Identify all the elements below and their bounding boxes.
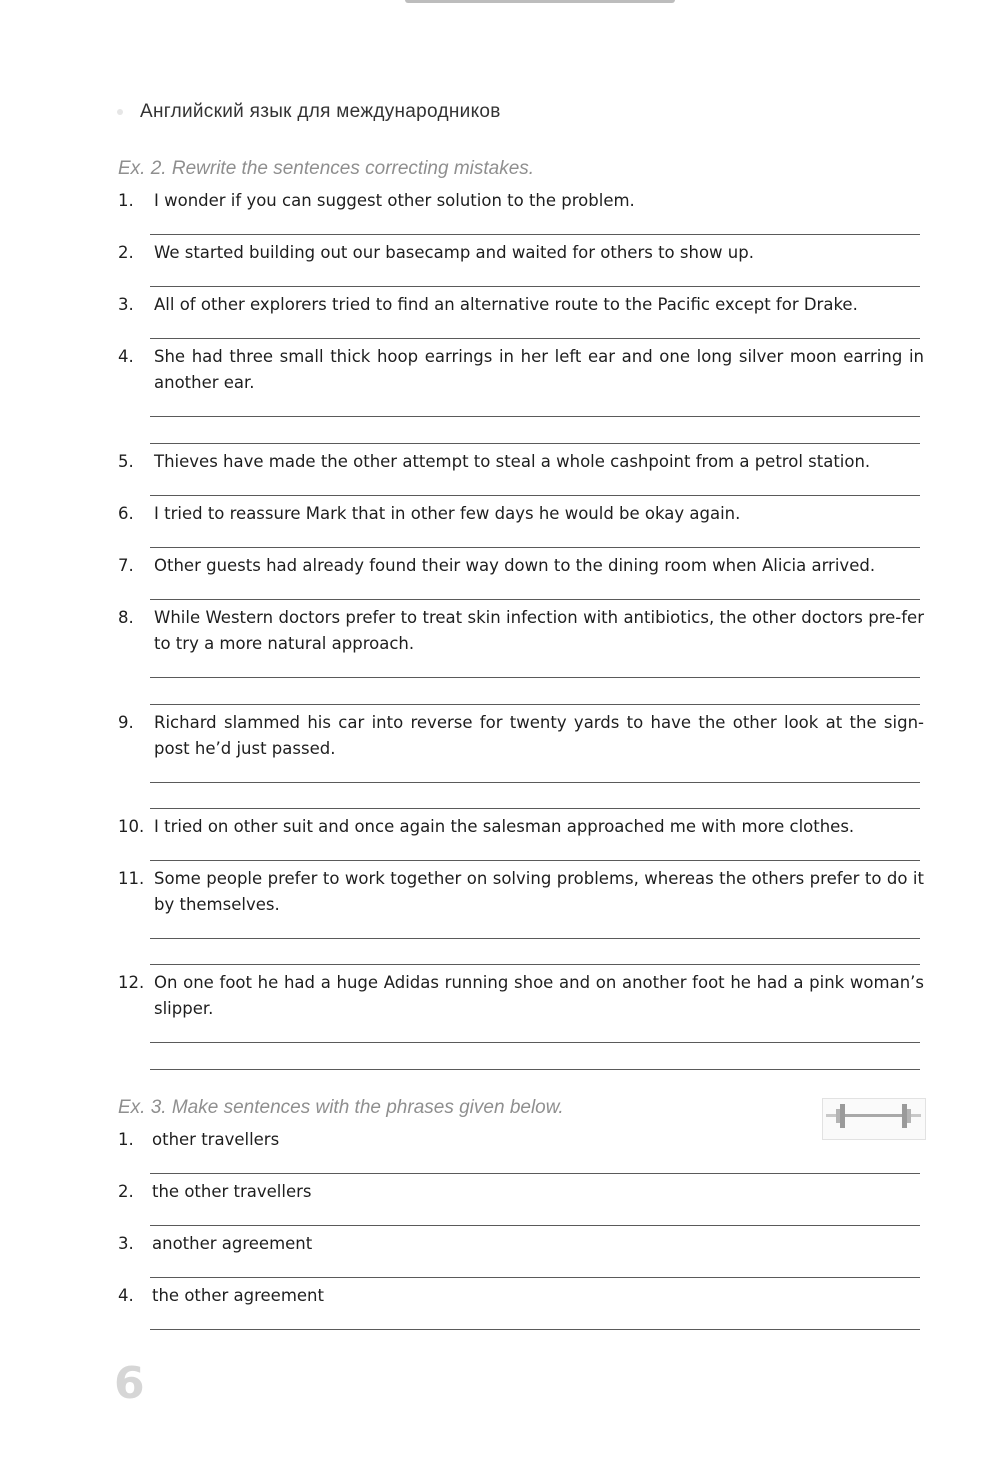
item-number: 10.	[118, 817, 145, 836]
item-text: Some people prefer to work together on solving problems, whereas the others prefer to do it by themselves.	[154, 869, 924, 914]
exercise-3-title: Ex. 3. Make sentences with the phrases given below.	[118, 1097, 564, 1118]
exercise-2-item-3	[118, 292, 924, 318]
answer-line[interactable]	[150, 964, 920, 965]
answer-line[interactable]	[150, 808, 920, 809]
item-number: 1.	[118, 191, 134, 210]
exercise-2-item-10	[118, 814, 924, 840]
answer-line[interactable]	[150, 860, 920, 861]
answer-line[interactable]	[150, 782, 920, 783]
answer-line[interactable]	[150, 704, 920, 705]
answer-line[interactable]	[150, 938, 920, 939]
item-number: 9.	[118, 713, 134, 732]
item-text: On one foot he had a huge Adidas running shoe and on another foot he had a pink woman’s slipper.	[154, 973, 924, 1018]
exercise-3-item-2	[118, 1179, 924, 1205]
exercise-3-item-4	[118, 1283, 924, 1309]
item-text: Thieves have made the other attempt to steal a whole cashpoint from a petrol station.	[154, 452, 871, 471]
answer-line[interactable]	[150, 1173, 920, 1174]
exercise-3-item-1	[118, 1127, 924, 1153]
exercise-2-item-5	[118, 449, 924, 475]
item-text: I wonder if you can suggest other solution to the problem.	[154, 191, 635, 210]
answer-line[interactable]	[150, 1329, 920, 1330]
answer-line[interactable]	[150, 1277, 920, 1278]
exercise-2-item-8	[118, 605, 924, 657]
answer-line[interactable]	[150, 443, 920, 444]
exercise-2-item-9	[118, 710, 924, 762]
item-number: 3.	[118, 295, 134, 314]
answer-line[interactable]	[150, 416, 920, 417]
item-number: 3.	[118, 1234, 134, 1253]
running-header: Английский язык для международников	[140, 101, 501, 122]
exercise-3-item-3	[118, 1231, 924, 1257]
item-text: I tried to reassure Mark that in other few days he would be okay again.	[154, 504, 741, 523]
exercise-2-item-7	[118, 553, 924, 579]
exercise-2-item-6	[118, 501, 924, 527]
item-number: 12.	[118, 973, 145, 992]
answer-line[interactable]	[150, 1069, 920, 1070]
item-text: other travellers	[152, 1130, 280, 1149]
item-number: 6.	[118, 504, 134, 523]
item-text: While Western doctors prefer to treat skin infection with antibiotics, the other doctors pre-fer to try a more natural approach.	[154, 608, 924, 653]
header-bullet	[117, 109, 123, 115]
exercise-2-title: Ex. 2. Rewrite the sentences correcting mistakes.	[118, 158, 535, 179]
item-number: 11.	[118, 869, 145, 888]
item-number: 8.	[118, 608, 134, 627]
answer-line[interactable]	[150, 338, 920, 339]
item-text: All of other explorers tried to find an alternative route to the Pacific except for Drake.	[154, 295, 858, 314]
top-edge-shadow	[405, 0, 675, 3]
answer-line[interactable]	[150, 286, 920, 287]
answer-line[interactable]	[150, 234, 920, 235]
item-number: 7.	[118, 556, 134, 575]
item-number: 4.	[118, 347, 134, 366]
exercise-2-item-4	[118, 344, 924, 396]
item-text: She had three small thick hoop earrings in her left ear and one long silver moon earring in another ear.	[154, 347, 924, 392]
item-number: 1.	[118, 1130, 134, 1149]
answer-line[interactable]	[150, 599, 920, 600]
answer-line[interactable]	[150, 1225, 920, 1226]
exercise-2-item-1	[118, 188, 924, 214]
item-text: I tried on other suit and once again the salesman approached me with more clothes.	[154, 817, 855, 836]
item-number: 4.	[118, 1286, 134, 1305]
item-text: We started building out our basecamp and waited for others to show up.	[154, 243, 754, 262]
item-text: the other agreement	[152, 1286, 324, 1305]
item-text: Richard slammed his car into reverse for twenty yards to have the other look at the sign-post he’d just passed.	[154, 713, 924, 758]
item-text: another agreement	[152, 1234, 313, 1253]
exercise-2-item-11	[118, 866, 924, 918]
answer-line[interactable]	[150, 1042, 920, 1043]
answer-line[interactable]	[150, 677, 920, 678]
item-text: the other travellers	[152, 1182, 312, 1201]
exercise-2-item-12	[118, 970, 924, 1022]
item-text: Other guests had already found their way down to the dining room when Alicia arrived.	[154, 556, 876, 575]
item-number: 2.	[118, 243, 134, 262]
item-number: 2.	[118, 1182, 134, 1201]
page-number: 6	[114, 1358, 145, 1409]
item-number: 5.	[118, 452, 134, 471]
answer-line[interactable]	[150, 547, 920, 548]
answer-line[interactable]	[150, 495, 920, 496]
exercise-2-item-2	[118, 240, 924, 266]
